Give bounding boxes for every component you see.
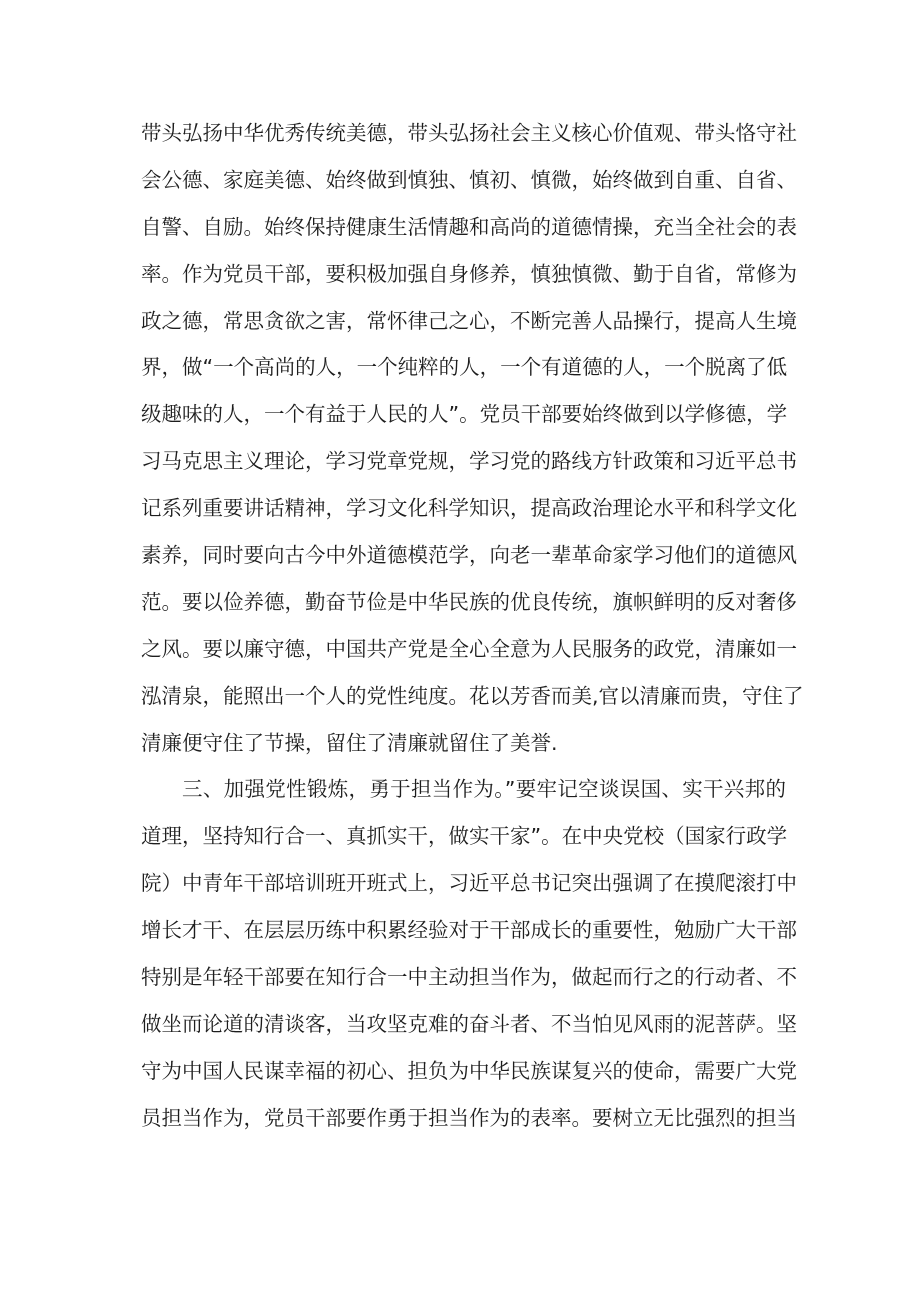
text-line: 三、加强党性锻炼，勇于担当作为。”要牢记空谈误国、实干兴邦的 [182,777,786,802]
text-line: 带头弘扬中华优秀传统美德，带头弘扬社会主义核心价值观、带头恪守社 [141,121,797,145]
text-line: 记系列重要讲话精神，学习文化科学知识，提高政治理论水平和科学文化 [141,496,797,521]
text-line: 界，做“一个高尚的人，一个纯粹的人，一个有道德的人，一个脱离了低 [141,355,788,380]
paragraph-morality [141,110,804,766]
text-line: 特别是年轻干部要在知行合一中主动担当作为，做起而行之的行动者、不 [141,965,797,990]
paragraph-section-three [141,766,797,1141]
text-line: 泓清泉，能照出一个人的党性纯度。花以芳香而美,官以清廉而贵，守住了 [141,683,804,708]
text-line: 员担当作为，党员干部要作勇于担当作为的表率。要树立无比强烈的担当 [141,1105,797,1130]
document-body [141,110,804,1142]
text-line: 清廉便守住了节操，留住了清廉就留住了美誉. [141,730,558,755]
text-line: 素养，同时要向古今中外道德模范学，向老一辈革命家学习他们的道德风 [141,543,797,568]
text-line: 政之德，常思贪欲之害，常怀律己之心，不断完善人品操行，提高人生境 [141,308,797,333]
text-line: 增长才干、在层层历练中积累经验对于干部成长的重要性，勉励广大干部 [141,918,797,943]
text-line: 之风。要以廉守德，中国共产党是全心全意为人民服务的政党，清廉如一 [141,636,797,661]
text-line: 自警、自励。始终保持健康生活情趣和高尚的道德情操，充当全社会的表 [141,214,797,239]
text-line: 率。作为党员干部，要积极加强自身修养，慎独慎微、勤于自省，常修为 [141,261,797,286]
text-line: 会公德、家庭美德、始终做到慎独、慎初、慎微，始终做到自重、自省、 [141,167,797,192]
text-line: 守为中国人民谋幸福的初心、担负为中华民族谋复兴的使命，需要广大党 [141,1058,797,1083]
text-line: 做坐而论道的清谈客，当攻坚克难的奋斗者、不当怕见风雨的泥菩萨。坚 [141,1011,797,1036]
text-line: 道理，坚持知行合一、真抓实干，做实干家”。在中央党校（国家行政学 [141,824,788,849]
text-line: 院）中青年干部培训班开班式上，习近平总书记突出强调了在摸爬滚打中 [141,871,797,896]
text-line: 级趣味的人，一个有益于人民的人”。党员干部要始终做到以学修德，学 [141,402,788,427]
text-line: 范。要以俭养德，勤奋节俭是中华民族的优良传统，旗帜鲜明的反对奢侈 [141,589,797,614]
text-line: 习马克思主义理论，学习党章党规，学习党的路线方针政策和习近平总书 [141,449,797,474]
